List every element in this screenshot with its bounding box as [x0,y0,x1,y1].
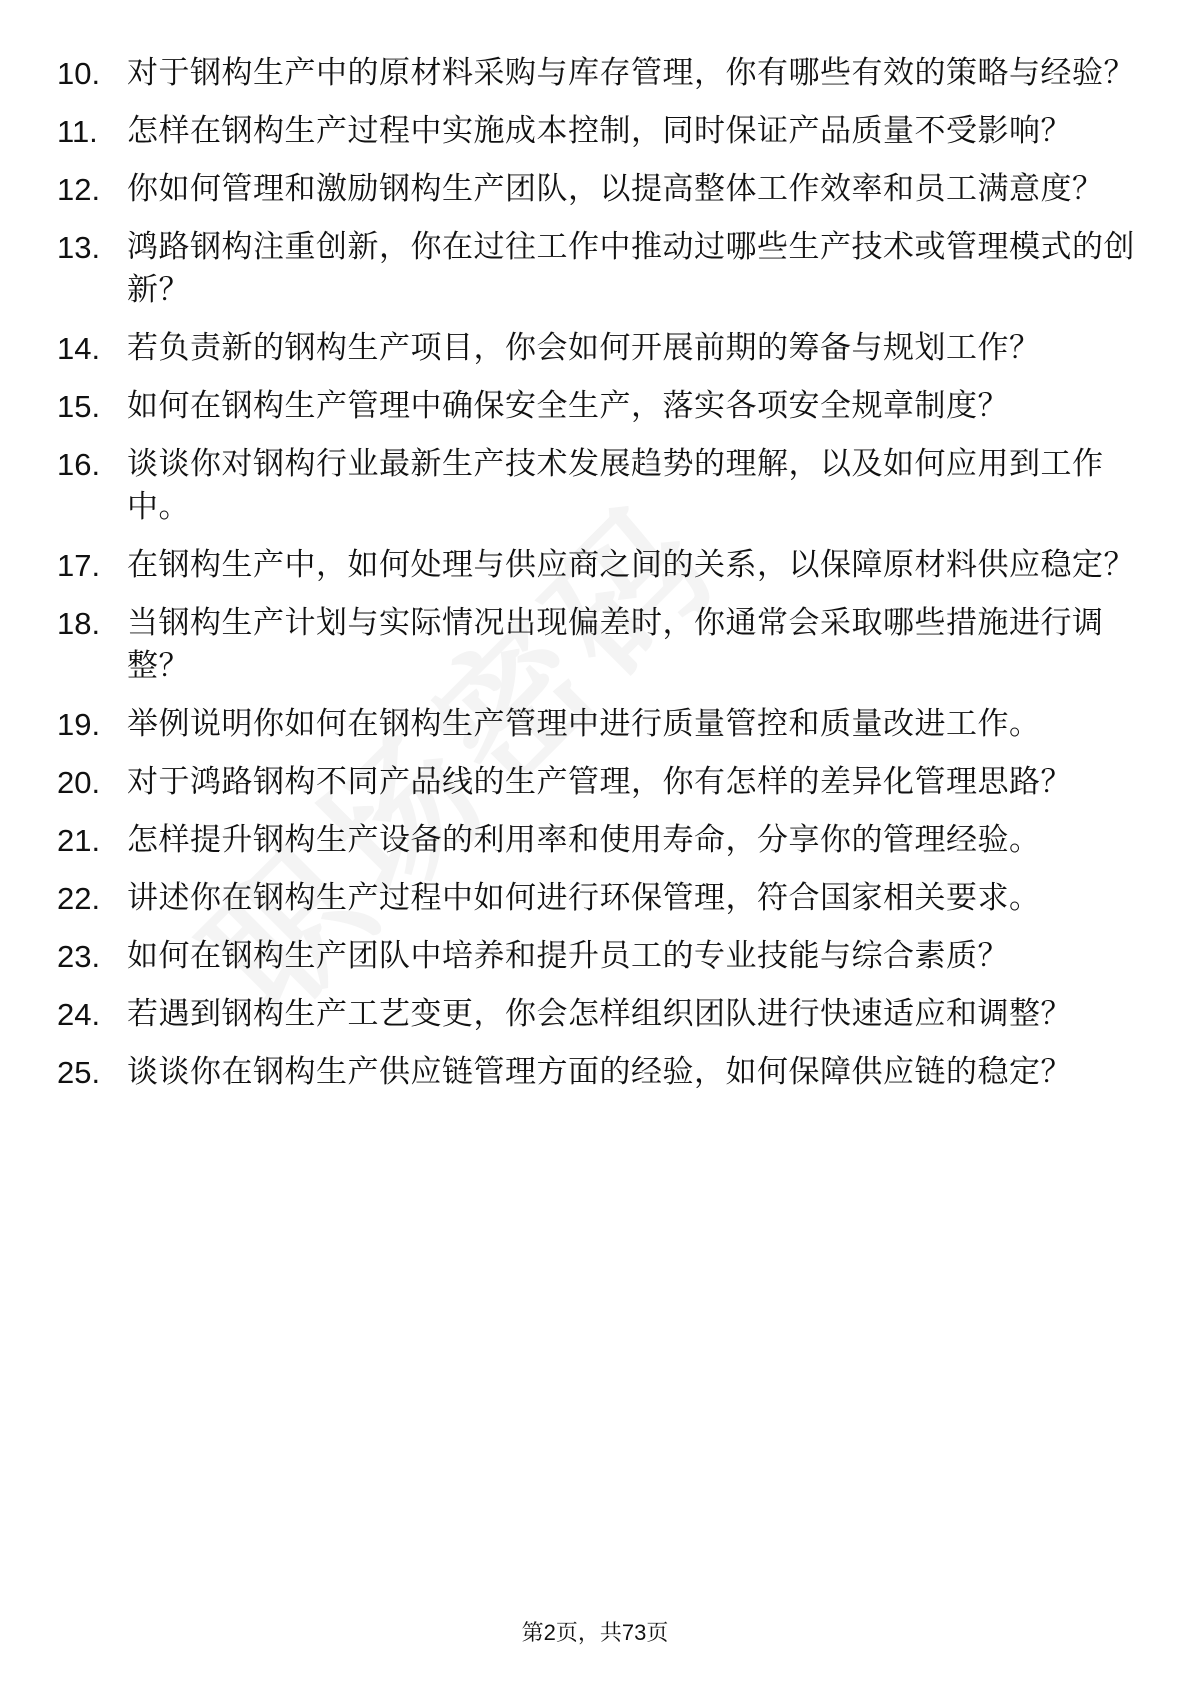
question-number: 13. [57,230,101,265]
question-item [57,602,1137,688]
question-text: 谈谈你对钢构行业最新生产技术发展趋势的理解，以及如何应用到工作中。 [127,446,1104,525]
question-item [57,703,1137,746]
question-item [57,168,1137,211]
question-number: 19. [57,707,101,742]
question-number: 14. [57,331,101,366]
question-text: 对于钢构生产中的原材料采购与库存管理，你有哪些有效的策略与经验？ [127,55,1135,91]
question-item [57,226,1137,312]
question-text: 你如何管理和激励钢构生产团队，以提高整体工作效率和员工满意度？ [127,171,1104,207]
question-text: 在钢构生产中，如何处理与供应商之间的关系，以保障原材料供应稳定？ [127,547,1135,583]
question-number: 17. [57,548,101,583]
page-footer: 第2页，共73页 [521,1620,669,1645]
question-number: 25. [57,1055,101,1090]
question-item [57,544,1137,587]
question-item [57,935,1137,978]
question-item [57,385,1137,428]
question-number: 24. [57,997,101,1032]
question-item [57,993,1137,1036]
question-item [57,761,1137,804]
question-item [57,110,1137,153]
question-number: 10. [57,56,101,91]
question-item [57,443,1137,529]
question-number: 22. [57,881,101,916]
question-item [57,877,1137,920]
question-number: 23. [57,939,101,974]
question-text: 讲述你在钢构生产过程中如何进行环保管理，符合国家相关要求。 [127,880,1041,916]
question-item [57,327,1137,370]
question-item [57,819,1137,862]
question-text: 怎样在钢构生产过程中实施成本控制，同时保证产品质量不受影响？ [127,113,1072,149]
question-text: 对于鸿路钢构不同产品线的生产管理，你有怎样的差异化管理思路？ [127,764,1072,800]
question-item [57,52,1137,95]
question-text: 谈谈你在钢构生产供应链管理方面的经验，如何保障供应链的稳定？ [127,1054,1072,1090]
question-text: 若遇到钢构生产工艺变更，你会怎样组织团队进行快速适应和调整？ [127,996,1072,1032]
question-number: 16. [57,447,101,482]
question-number: 11. [57,114,98,149]
question-item [57,1051,1137,1094]
question-number: 12. [57,172,101,207]
question-text: 如何在钢构生产管理中确保安全生产，落实各项安全规章制度？ [127,388,1009,424]
question-text: 怎样提升钢构生产设备的利用率和使用寿命，分享你的管理经验。 [127,822,1041,858]
question-list [57,52,1137,1109]
question-number: 20. [57,765,101,800]
question-text: 如何在钢构生产团队中培养和提升员工的专业技能与综合素质？ [127,938,1009,974]
question-text: 举例说明你如何在钢构生产管理中进行质量管控和质量改进工作。 [127,706,1041,742]
question-text: 若负责新的钢构生产项目，你会如何开展前期的筹备与规划工作？ [127,330,1041,366]
question-number: 21. [57,823,101,858]
question-text: 当钢构生产计划与实际情况出现偏差时，你通常会采取哪些措施进行调整？ [127,605,1104,684]
question-number: 18. [57,606,101,641]
question-number: 15. [57,389,101,424]
question-text: 鸿路钢构注重创新，你在过往工作中推动过哪些生产技术或管理模式的创新？ [127,229,1135,308]
